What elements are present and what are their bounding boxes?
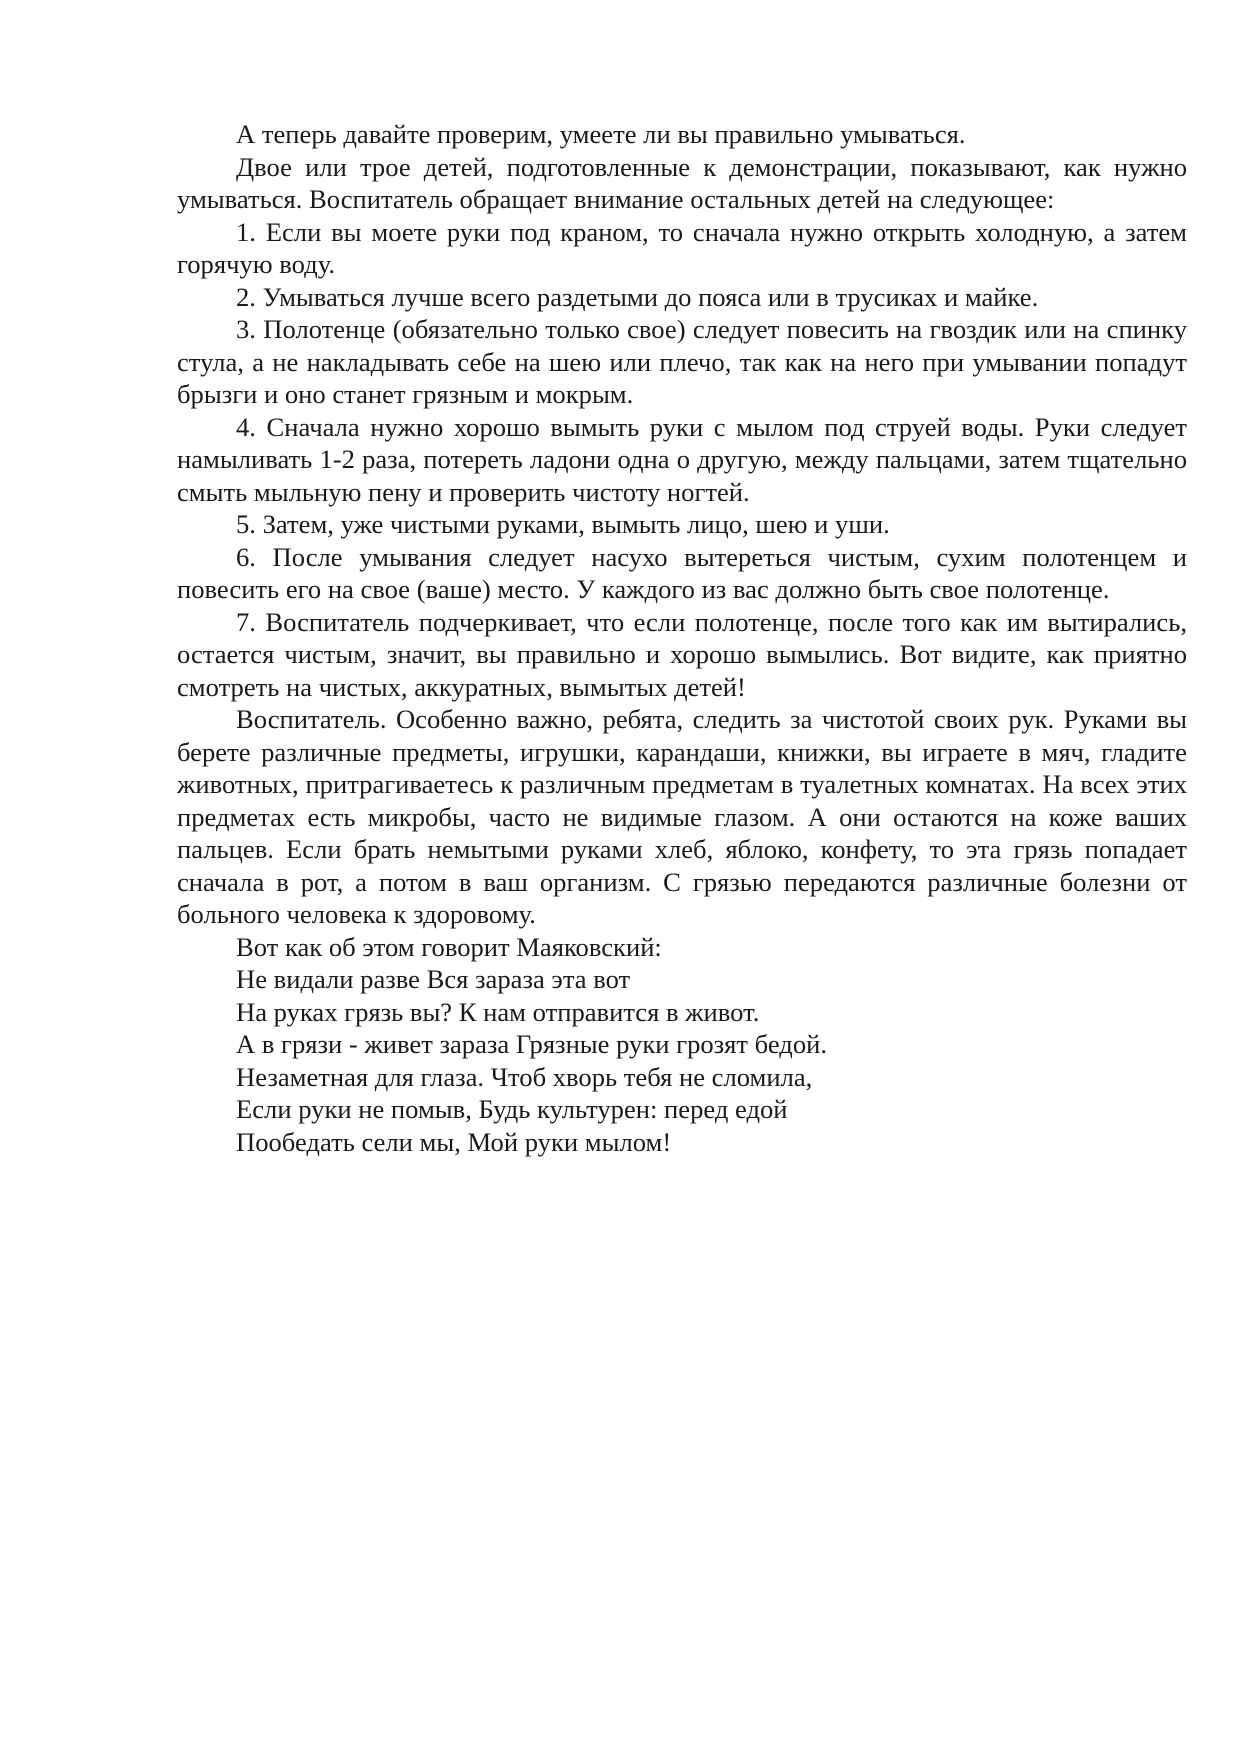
- paragraph-rule-7: 7. Воспитатель подчеркивает, что если полотенце, после того как им вытирались, остается чистым, значит, вы правильно и хорошо вымылись. Вот видите, как приятно смотреть на чистых, аккуратных, вымытых детей!: [177, 606, 1187, 702]
- poem-line: Незаметная для глаза. Чтоб хворь тебя не сломила,: [236, 1061, 813, 1092]
- paragraph-rule-2: 2. Умываться лучше всего раздетыми до пояса или в трусиках и майке.: [236, 281, 1039, 312]
- poem-line: Пообедать сели мы, Мой руки мылом!: [236, 1126, 672, 1157]
- paragraph-rule-4: 4. Сначала нужно хорошо вымыть руки с мылом под струей воды. Руки следует намыливать 1-2 раза, потереть ладони одна о другую, между пальцами, затем тщательно смыть мыльную пену и проверить чистоту ногтей.: [177, 411, 1187, 507]
- paragraph-intro: А теперь давайте проверим, умеете ли вы правильно умываться.: [236, 119, 966, 149]
- poem-line: На руках грязь вы? К нам отправится в живот.: [236, 996, 760, 1027]
- paragraph-rule-1: 1. Если вы моете руки под краном, то сначала нужно открыть холодную, а затем горячую воду.: [177, 216, 1187, 279]
- document-body: [177, 118, 1187, 1158]
- poem-line: Не видали разве Вся зараза эта вот: [236, 964, 631, 994]
- paragraph-rule-5: 5. Затем, уже чистыми руками, вымыть лицо, шею и уши.: [236, 509, 890, 539]
- paragraph-demonstration: Двое или трое детей, подготовленные к демонстрации, показывают, как нужно умываться. Воспитатель обращает внимание остальных детей на следующее:: [177, 151, 1187, 214]
- poem-line: Если руки не помыв, Будь культурен: перед едой: [236, 1094, 788, 1124]
- paragraph-rule-6: 6. После умывания следует насухо вытереться чистым, сухим полотенцем и повесить его на свое (ваше) место. У каждого из вас должно быть свое полотенце.: [177, 541, 1187, 604]
- paragraph-mayakovsky-intro: Вот как об этом говорит Маяковский:: [236, 931, 662, 962]
- paragraph-teacher-speech: Воспитатель. Особенно важно, ребята, следить за чистотой своих рук. Руками вы берете различные предметы, игрушки, карандаши, книжки, вы играете в мяч, гладите животных, притрагиваетесь к различным предметам в туалетных комнатах. На всех этих предметах есть микробы, часто не видимые глазом. А они остаются на коже ваших пальцев. Если брать немытыми руками хлеб, яблоко, конфету, то эта грязь попадает сначала в рот, а потом в ваш организм. С грязью передаются различные болезни от больного человека к здоровому.: [177, 704, 1187, 929]
- poem-line: А в грязи - живет зараза Грязные руки грозят бедой.: [236, 1029, 828, 1059]
- poem: [177, 963, 1187, 1158]
- paragraph-rule-3: 3. Полотенце (обязательно только свое) следует повесить на гвоздик или на спинку стула, а не накладывать себе на шею или плечо, так как на него при умывании попадут брызги и оно станет грязным и мокрым.: [177, 314, 1187, 409]
